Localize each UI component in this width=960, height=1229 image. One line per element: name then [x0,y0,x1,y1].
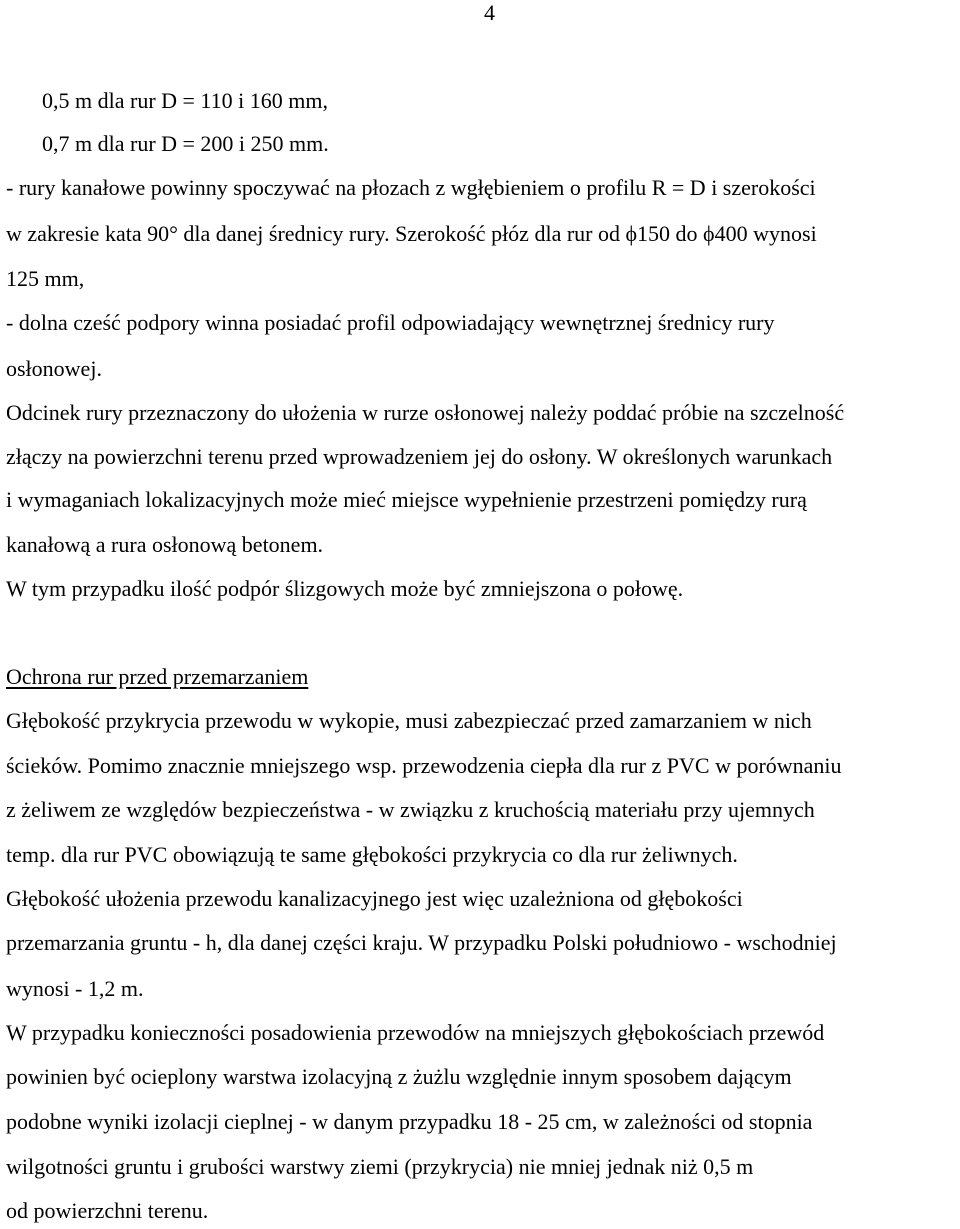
text-line: Głębokość przykrycia przewodu w wykopie, musi zabezpieczać przed zamarzaniem w nich [6,708,812,733]
page-number: 4 [484,0,495,25]
text-line: złączy na powierzchni terenu przed wprowadzeniem jej do osłony. W określonych warunkach [6,444,833,469]
text-line: W przypadku konieczności posadowienia przewodów na mniejszych głębokościach przewód [6,1020,825,1045]
text-line: temp. dla rur PVC obowiązują te same głębokości przykrycia co dla rur żeliwnych. [6,842,738,867]
section-heading: Ochrona rur przed przemarzaniem [6,664,309,689]
text-line: ścieków. Pomimo znacznie mniejszego wsp. przewodzenia ciepła dla rur z PVC w porównaniu [6,753,842,778]
text-line: kanałową a rura osłonową betonem. [6,532,324,557]
text-line: W tym przypadku ilość podpór ślizgowych może być zmniejszona o połowę. [6,576,684,601]
text-line: wynosi - 1,2 m. [6,976,144,1001]
text-line: - rury kanałowe powinny spoczywać na płozach z wgłębieniem o profilu R = D i szerokości [6,175,816,200]
text-line: 0,5 m dla rur D = 110 i 160 mm, [42,88,328,113]
text-line: Głębokość ułożenia przewodu kanalizacyjnego jest więc uzależniona od głębokości [6,886,743,911]
text-line: 125 mm, [6,266,85,291]
text-line: 0,7 m dla rur D = 200 i 250 mm. [42,131,329,156]
text-line: Odcinek rury przeznaczony do ułożenia w rurze osłonowej należy poddać próbie na szczelność [6,400,845,425]
text-line: od powierzchni terenu. [6,1198,209,1223]
text-line: i wymaganiach lokalizacyjnych może mieć miejsce wypełnienie przestrzeni pomiędzy rurą [6,487,807,512]
text-line: - dolna cześć podpory winna posiadać profil odpowiadający wewnętrznej średnicy rury [6,310,775,335]
text-line: w zakresie kata 90° dla danej średnicy rury. Szerokość płóz dla rur od ϕ150 do ϕ400 wynosi [6,221,817,246]
text-line: z żeliwem ze względów bezpieczeństwa - w związku z kruchością materiału przy ujemnych [6,797,815,822]
text-line: podobne wyniki izolacji cieplnej - w danym przypadku 18 - 25 cm, w zależności od stopnia [6,1109,813,1134]
text-line: przemarzania gruntu - h, dla danej części kraju. W przypadku Polski południowo - wschodniej [6,930,837,955]
text-line: osłonowej. [6,356,102,381]
text-line: powinien być ocieplony warstwa izolacyjną z żużlu względnie innym sposobem dającym [6,1064,792,1089]
text-line: wilgotności gruntu i grubości warstwy ziemi (przykrycia) nie mniej jednak niż 0,5 m [6,1154,754,1179]
